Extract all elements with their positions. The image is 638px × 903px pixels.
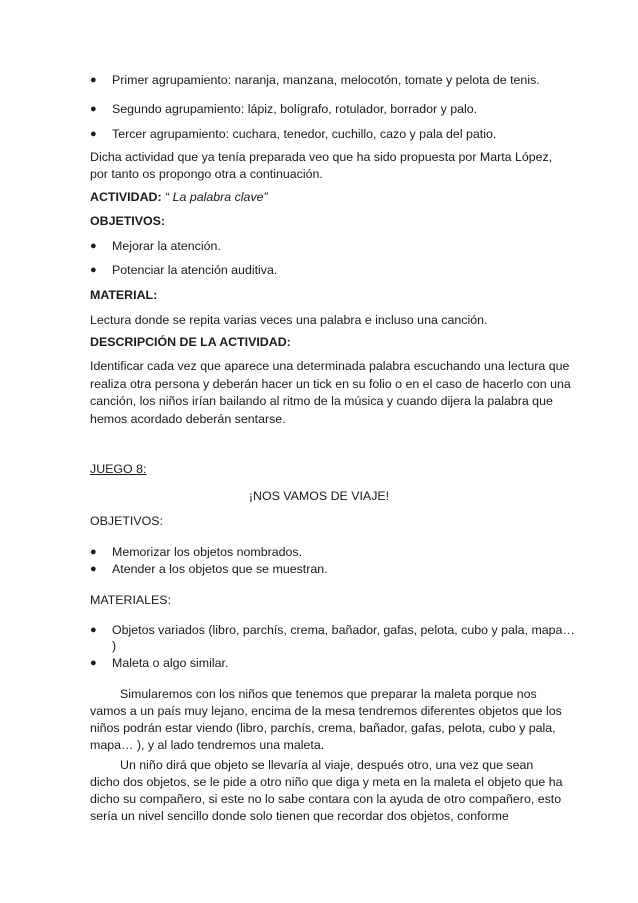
list-item-text: Atender a los objetos que se muestran. (112, 562, 328, 576)
list-item-text: ) (112, 639, 117, 653)
bullet-icon: ● (90, 657, 97, 669)
objectives-heading: OBJETIVOS: (90, 214, 166, 228)
game-materials-heading: MATERIALES: (90, 593, 172, 607)
paragraph-line: hemos acordado deberán sentarse. (90, 412, 286, 426)
activity-label: ACTIVIDAD: (90, 190, 162, 204)
list-item-text: Maleta o algo similar. (112, 656, 229, 670)
paragraph-line: mapa… ), y al lado tendremos una maleta. (90, 738, 325, 752)
paragraph-line: sería un nivel sencillo donde solo tienen que recordar dos objetos, conforme (90, 809, 509, 823)
list-item-text: Tercer agrupamiento: cuchara, tenedor, cuchillo, cazo y pala del patio. (112, 127, 497, 141)
paragraph-line: niños podrán estar viendo (libro, parchís, crema, bañador, gafas, pelota, cubo y pala, (90, 721, 556, 735)
bullet-icon: ● (90, 74, 97, 86)
game-label: JUEGO 8: (90, 462, 147, 476)
bullet-icon: ● (90, 128, 97, 140)
activity-title (90, 190, 268, 205)
bullet-icon: ● (90, 624, 97, 636)
list-item-text: Potenciar la atención auditiva. (112, 263, 278, 277)
paragraph-line: canción, los niños irían bailando al ritmo de la música y cuando dijera la palabra que (90, 394, 553, 408)
list-item-text: Primer agrupamiento: naranja, manzana, melocotón, tomate y pelota de tenis. (112, 73, 540, 87)
bullet-icon: ● (90, 563, 97, 575)
bullet-icon: ● (90, 264, 97, 276)
game-objectives-heading: OBJETIVOS: (90, 514, 163, 528)
list-item-text: Mejorar la atención. (112, 239, 221, 253)
list-item-text: Memorizar los objetos nombrados. (112, 545, 303, 559)
paragraph-line: por tanto os propongo otra a continuación. (90, 167, 323, 181)
material-text: Lectura donde se repita varias veces una palabra e incluso una canción. (90, 313, 488, 327)
list-item-text: Objetos variados (libro, parchís, crema, bañador, gafas, pelota, cubo y pala, mapa… (112, 623, 575, 637)
activity-name: “ La palabra clave” (161, 190, 268, 204)
bullet-icon: ● (90, 240, 97, 252)
paragraph-line: Identificar cada vez que aparece una determinada palabra escuchando una lectura que (90, 359, 570, 373)
paragraph-line: Un niño dirá que objeto se llevaría al viaje, después otro, una vez que sean (120, 758, 534, 772)
paragraph-line: dicho dos objetos, se le pide a otro niño que diga y meta en la maleta el objeto que ha (90, 775, 563, 789)
paragraph-line: dicho su compañero, si este no lo sabe contara con la ayuda de otro compañero, esto (90, 792, 562, 806)
material-heading: MATERIAL: (90, 288, 158, 302)
bullet-icon: ● (90, 103, 97, 115)
paragraph-line: Simularemos con los niños que tenemos que preparar la maleta porque nos (120, 687, 537, 701)
paragraph-line: vamos a un país muy lejano, encima de la mesa tendremos diferentes objetos que los (90, 704, 562, 718)
game-title: ¡NOS VAMOS DE VIAJE! (248, 489, 390, 503)
paragraph-line: realiza otra persona y deberán hacer un tick en su folio o en el caso de hacerlo con una (90, 377, 571, 391)
bullet-icon: ● (90, 546, 97, 558)
list-item-text: Segundo agrupamiento: lápiz, bolígrafo, rotulador, borrador y palo. (112, 102, 478, 116)
description-heading: DESCRIPCIÓN DE LA ACTIVIDAD: (90, 335, 291, 349)
paragraph-line: Dicha actividad que ya tenía preparada veo que ha sido propuesta por Marta López, (90, 150, 553, 164)
